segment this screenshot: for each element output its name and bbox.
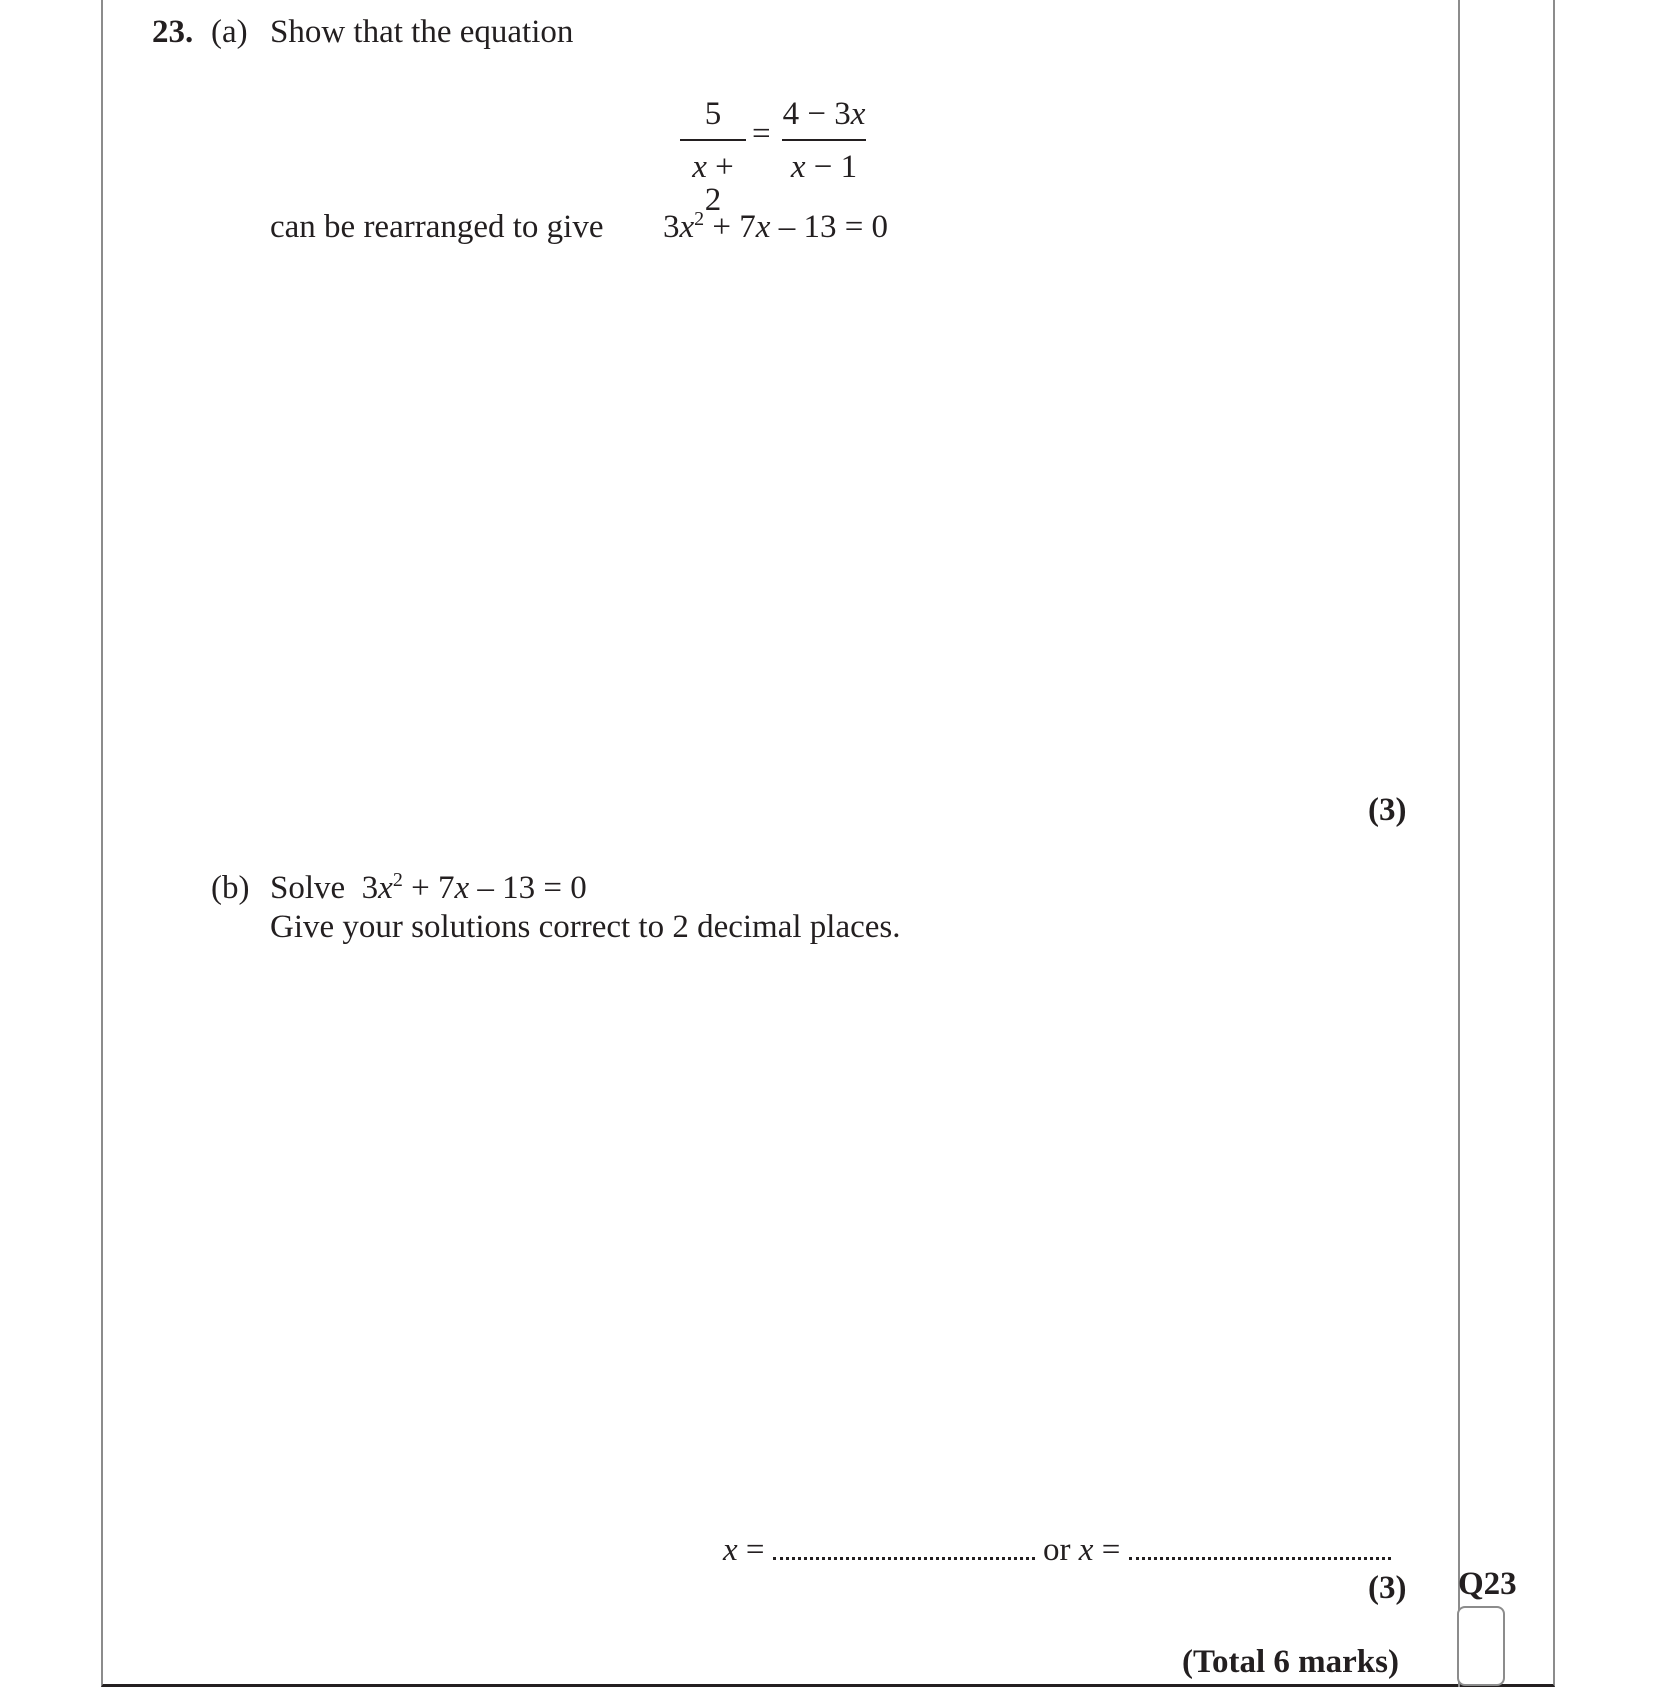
fraction-left xyxy=(680,98,746,217)
rearrange-text: can be rearranged to give xyxy=(270,209,604,245)
answer-1-equals: = xyxy=(737,1532,773,1568)
fraction-right-den-rest: − 1 xyxy=(805,149,858,185)
part-b-eq-mid: + 7 xyxy=(402,870,455,906)
target-eq-coef: 3 xyxy=(663,209,680,245)
part-b-eq-power: 2 xyxy=(392,869,403,891)
answer-2-var: x xyxy=(1078,1532,1094,1568)
part-b-solve-line xyxy=(270,869,587,906)
fraction-left-numerator: 5 xyxy=(704,96,722,132)
margin-question-label: Q23 xyxy=(1458,1566,1517,1602)
question-number: 23. xyxy=(152,14,194,50)
target-eq-var: x xyxy=(679,209,695,245)
answer-or-text: or xyxy=(1043,1532,1079,1568)
part-b-instruction: Give your solutions correct to 2 decimal places. xyxy=(270,909,901,945)
target-eq-var2: x xyxy=(755,209,771,245)
target-eq-power: 2 xyxy=(694,208,705,230)
part-b-label: (b) xyxy=(211,870,250,906)
part-b-eq-var2: x xyxy=(454,870,470,906)
part-b-eq-var: x xyxy=(378,870,393,906)
part-b-solve-word: Solve xyxy=(270,870,346,906)
target-eq-tail: – 13 = 0 xyxy=(770,209,889,245)
fraction-left-den-var: x xyxy=(692,149,707,185)
fraction-right-den-var: x xyxy=(790,149,806,185)
fraction-left-denominator xyxy=(680,141,746,217)
part-b-marks: (3) xyxy=(1368,1570,1407,1606)
target-eq-mid: + 7 xyxy=(704,209,756,245)
examiner-marks-box[interactable] xyxy=(1457,1606,1505,1686)
part-a-prompt: Show that the equation xyxy=(270,14,574,50)
answer-line xyxy=(723,1534,1391,1567)
fraction-left-den-rest: + 2 xyxy=(704,149,734,218)
answer-1-blank[interactable] xyxy=(773,1557,1035,1560)
fraction-right-numerator xyxy=(782,98,866,139)
margin-rule xyxy=(1458,0,1460,1687)
fraction-equals: = xyxy=(752,116,771,152)
part-a-marks: (3) xyxy=(1368,792,1407,828)
answer-2-equals: = xyxy=(1093,1532,1129,1568)
fraction-right-num-pre: 4 − 3 xyxy=(782,96,851,132)
fraction-right xyxy=(782,98,866,184)
answer-2-blank[interactable] xyxy=(1129,1557,1391,1560)
part-a-working-area[interactable] xyxy=(160,260,1400,780)
part-a-label: (a) xyxy=(211,14,248,50)
target-equation xyxy=(663,208,889,245)
answer-1-var: x xyxy=(723,1532,738,1568)
fraction-right-denominator xyxy=(782,141,866,184)
fraction-right-num-var: x xyxy=(850,96,866,132)
total-marks: (Total 6 marks) xyxy=(1182,1644,1399,1680)
part-b-eq-coef: 3 xyxy=(361,870,379,906)
part-b-working-area[interactable] xyxy=(160,960,1400,1520)
part-b-eq-tail: – 13 = 0 xyxy=(469,870,587,906)
